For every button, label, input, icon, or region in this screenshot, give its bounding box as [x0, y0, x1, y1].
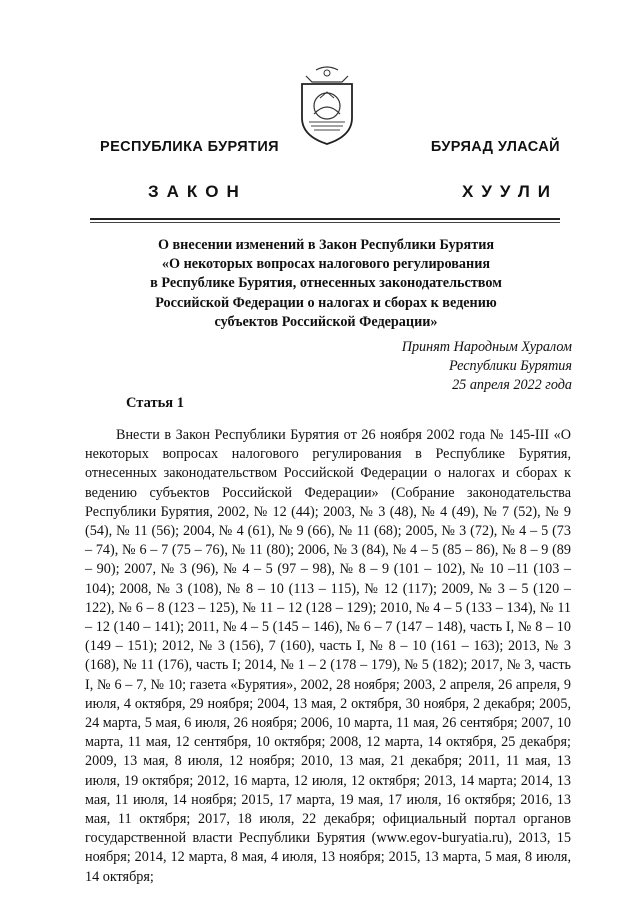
law-title-line: Российской Федерации о налогах и сборах к ведению [155, 294, 497, 311]
law-title [96, 236, 556, 332]
republic-name-buryat: БУРЯАД УЛАСАЙ [430, 139, 560, 155]
republic-name-russian: РЕСПУБЛИКА БУРЯТИЯ [100, 139, 279, 155]
header-divider-thin [90, 222, 560, 223]
law-label-buryat: ХУУЛИ [462, 182, 558, 201]
article-heading: Статья 1 [126, 395, 184, 411]
article-body-text: Внести в Закон Республики Бурятия от 26 ноября 2002 года № 145-III «О некоторых вопросах налогового регулирования в Республике Бурятия, отнесенных законодательством Российской Федерации о налогах и сборах к ведению субъектов Российской Федерации» (Собрание законодательства Республики Бурятия, 2002, № 12 (44); 2003, № 3 (48), № 4 (49), № 7 (52), № 9 (54), № 11 (56); 2004, № 4 (61), № 9 (66), № 11 (68); 2005, № 3 (72), № 4 – 5 (73 – 74), № 6 – 7 (75 – 76), № 11 (80); 2006, № 3 (84), № 4 – 5 (85 – 86), № 8 – 9 (89 – 90); 2007, № 3 (96), № 4 – 5 (97 – 98), № 8 – 9 (101 – 102), № 10 –11 (103 – 104); 2008, № 3 (108), № 8 – 10 (113 – 115), № 12 (117); 2009, № 3 – 5 (120 – 122), № 6 – 8 (123 – 125), № 11 – 12 (128 – 129); 2010, № 4 – 5 (133 – 134), № 11 – 12 (140 – 141); 2011, № 4 – 5 (145 – 146), № 6 – 7 (147 – 148), часть I, № 8 – 10 (149 – 151); 2012, № 3 (156), 7 (160), часть I, № 8 – 10 (161 – 163); 2013, № 3 (168), № 11 (176), часть I; 2014, № 1 – 2 (178 – 179), № 5 (182); 2017, № 3, часть I, № 6 – 7, № 10; газета «Бурятия», 2002, 28 ноября; 2003, 2 апреля, 26 апреля, 9 июля, 4 октября, 29 ноября; 2004, 13 мая, 2 октября, 30 ноября, 2 декабря; 2005, 24 марта, 5 мая, 6 июля, 26 ноября; 2006, 10 марта, 11 мая, 26 сентября; 2007, 10 марта, 11 мая, 12 сентября, 10 октября; 2008, 12 марта, 14 октября, 25 декабря; 2009, 13 мая, 8 июля, 12 ноября; 2010, 13 мая, 21 декабря; 2011, 11 мая, 13 июля, 19 октября; 2012, 16 марта, 12 июля, 12 октября; 2013, 14 марта; 2014, 13 мая, 11 июля, 14 ноября; 2015, 17 марта, 19 мая, 17 июля, 16 октября; 2016, 13 мая, 11 октября; 2017, 18 июля, 22 декабря; официальный портал органов государственной власти Республики Бурятия (www.egov-buryatia.ru), 2013, 15 ноября; 2014, 12 марта, 8 мая, 4 июля, 13 ноября; 2015, 13 марта, 5 мая, 8 июля, 14 октября; [85, 427, 571, 885]
law-label-russian: ЗАКОН [148, 182, 247, 201]
law-title-line: субъектов Российской Федерации» [214, 313, 438, 330]
adoption-line: Республики Бурятия [448, 358, 572, 374]
adoption-note [402, 338, 572, 395]
law-title-line: «О некоторых вопросах налогового регулирования [161, 256, 491, 273]
header-divider [90, 218, 560, 220]
adoption-date: 25 апреля 2022 года [452, 377, 572, 393]
law-title-line: О внесении изменений в Закон Республики Бурятия [157, 237, 495, 253]
adoption-line: Принят Народным Хуралом [401, 339, 572, 355]
law-title-line: в Республике Бурятия, отнесенных законодательством [150, 275, 502, 292]
coat-of-arms-icon [296, 62, 358, 146]
